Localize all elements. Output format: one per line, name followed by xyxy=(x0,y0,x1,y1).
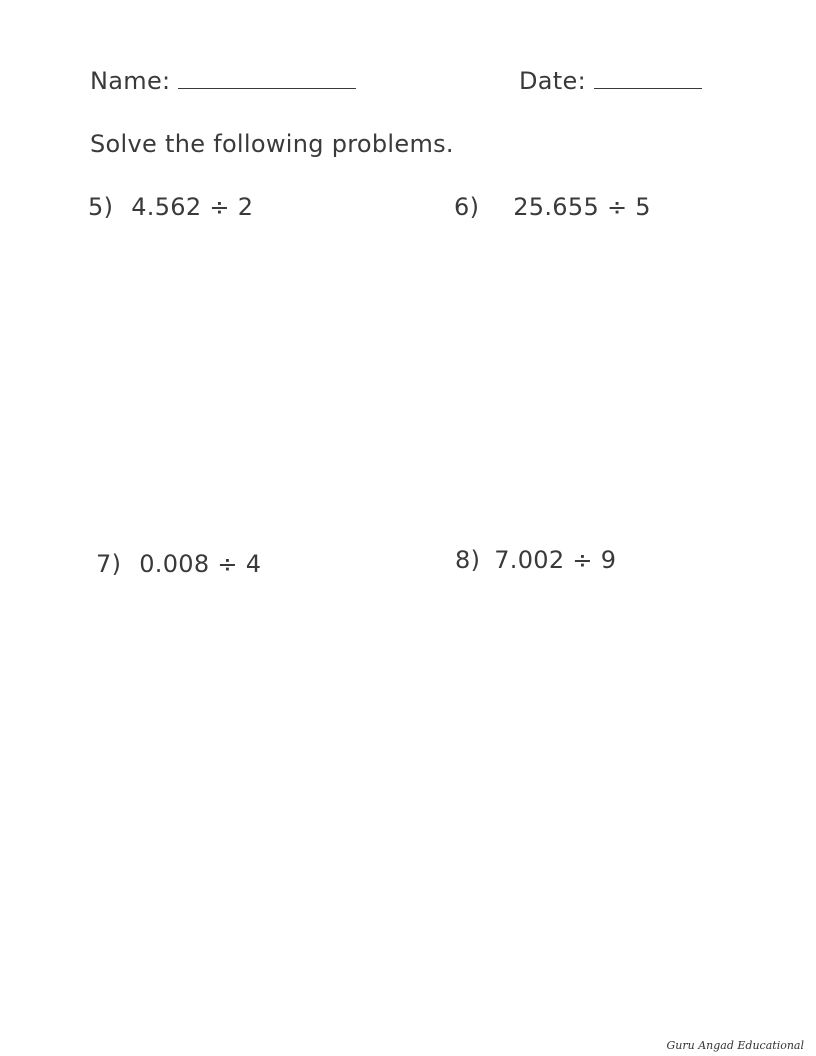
problem-number: 6) xyxy=(454,193,480,221)
problem-7 xyxy=(96,550,261,578)
date-field xyxy=(519,67,702,95)
problem-number: 8) xyxy=(455,546,481,574)
problem-8 xyxy=(455,546,616,574)
problem-expression: 25.655 ÷ 5 xyxy=(513,193,651,221)
problem-expression: 4.562 ÷ 2 xyxy=(131,193,254,221)
publisher-footer: Guru Angad Educational xyxy=(666,1039,804,1052)
date-label: Date: xyxy=(519,67,586,95)
problem-5 xyxy=(88,193,253,221)
name-field xyxy=(90,67,356,95)
problem-expression: 0.008 ÷ 4 xyxy=(139,550,262,578)
date-blank-line[interactable] xyxy=(594,68,702,89)
problem-number: 7) xyxy=(96,550,122,578)
instructions: Solve the following problems. xyxy=(90,130,454,158)
problem-number: 5) xyxy=(88,193,114,221)
problem-6 xyxy=(454,193,651,221)
name-blank-line[interactable] xyxy=(178,68,356,89)
problem-expression: 7.002 ÷ 9 xyxy=(494,546,617,574)
name-label: Name: xyxy=(90,67,171,95)
